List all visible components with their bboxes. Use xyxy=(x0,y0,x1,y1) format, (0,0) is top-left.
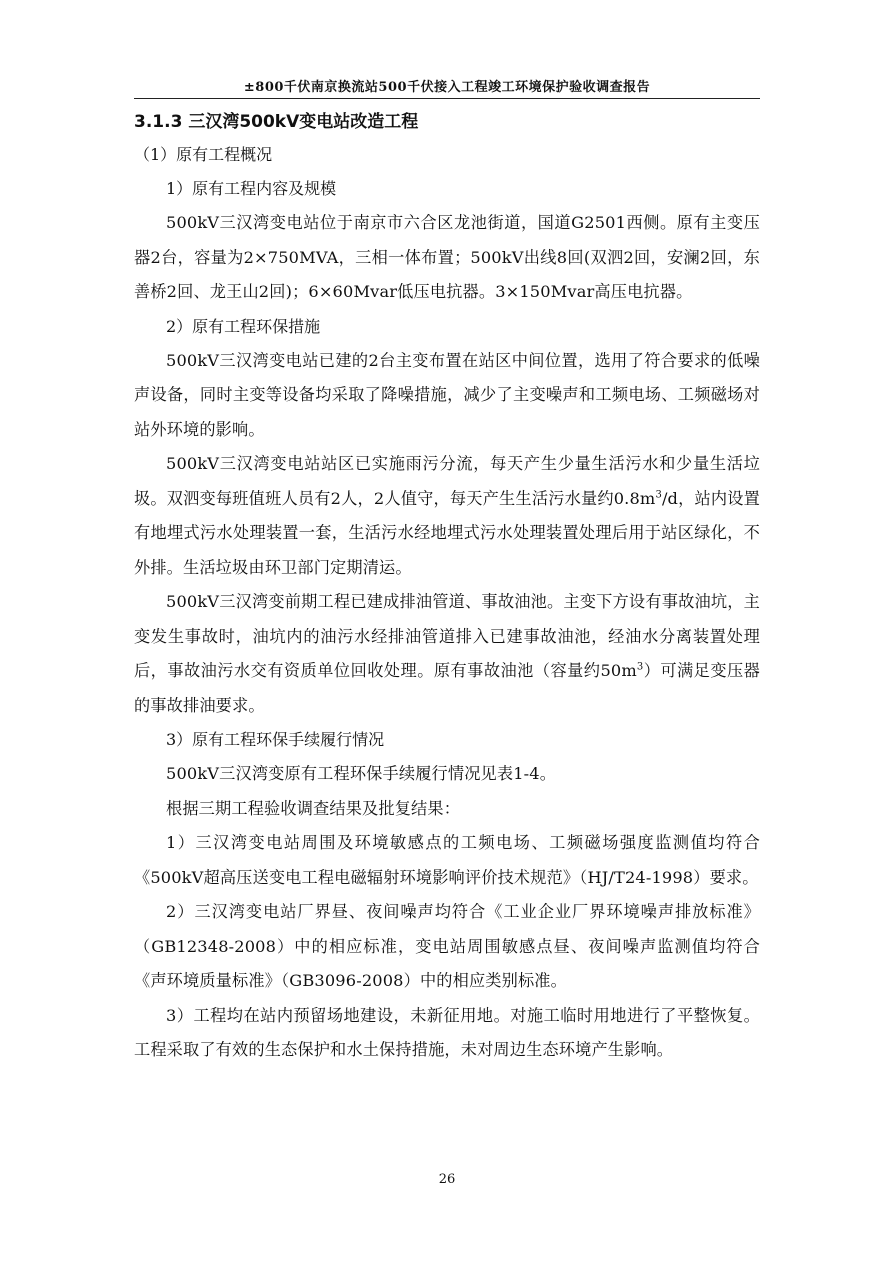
item-heading-env-measures: 2）原有工程环保措施 xyxy=(166,316,321,336)
page-number: 26 xyxy=(438,1172,456,1187)
paragraph-content-scale: 500kV三汉湾变电站位于南京市六合区龙池街道，国道G2501西侧。原有主变压器2台，容量为2×750MVA，三相一体布置；500kV出线8回(双泗2回，安澜2回，东善桥2回、龙王山2回)；6×60Mvar低压电抗器。3×150Mvar高压电抗器。 xyxy=(134,213,760,301)
paragraph-procedures: 500kV三汉湾变原有工程环保手续履行情况见表1-4。 xyxy=(166,764,557,783)
subsection-heading-original-overview: （1）原有工程概况 xyxy=(134,145,273,164)
section-heading: 3.1.3 三汉湾500kV变电站改造工程 xyxy=(134,112,419,132)
paragraph-oil-pit xyxy=(134,585,760,723)
item-heading-content-scale: 1）原有工程内容及规模 xyxy=(166,179,337,198)
document-header: ±800千伏南京换流站500千伏接入工程竣工环境保护验收调查报告 xyxy=(243,80,651,95)
header-divider xyxy=(134,98,760,99)
paragraph-ecology-result: 3）工程均在站内预留场地建设，未新征用地。对施工临时用地进行了平整恢复。工程采取了有效的生态保护和水土保持措施，未对周边生态环境产生影响。 xyxy=(134,1005,760,1059)
paragraph-noise-measures: 500kV三汉湾变电站已建的2台主变布置在站区中间位置，选用了符合要求的低噪声设备，同时主变等设备均采取了降噪措施，减少了主变噪声和工频电场、工频磁场对站外环境的影响。 xyxy=(134,350,760,439)
paragraph-em-field-result: 1）三汉湾变电站周围及环境敏感点的工频电场、工频磁场强度监测值均符合《500kV超高压送变电工程电磁辐射环境影响评价技术规范》（HJ/T24-1998）要求。 xyxy=(134,833,760,887)
item-heading-env-procedures: 3）原有工程环保手续履行情况 xyxy=(166,730,385,749)
paragraph-oil-text-b: ）可满足变压器的事故排油要求。 xyxy=(134,661,760,715)
paragraph-oil-text-a: 500kV三汉湾变前期工程已建成排油管道、事故油池。主变下方设有事故油坑，主变发生事故时，油坑内的油污水经排油管道排入已建事故油池，经油水分离装置处理后，事故油污水交有资质单位回收处理。原有事故油池（容量约50m xyxy=(134,592,760,680)
superscript-cubic: 3 xyxy=(655,489,662,501)
paragraph-survey-results-intro: 根据三期工程验收调查结果及批复结果： xyxy=(166,798,461,818)
paragraph-sewage-text-a: 500kV三汉湾变电站站区已实施雨污分流，每天产生少量生活污水和少量生活垃圾。双泗变每班值班人员有2人，2人值守，每天产生生活污水量约0.8m xyxy=(134,454,760,508)
paragraph-noise-result: 2）三汉湾变电站厂界昼、夜间噪声均符合《工业企业厂界环境噪声排放标准》（GB12348-2008）中的相应标准，变电站周围敏感点昼、夜间噪声监测值均符合《声环境质量标准》（GB3096-2008）中的相应类别标准。 xyxy=(134,902,760,990)
paragraph-sewage-text-b: /d，站内设置有地埋式污水处理装置一套，生活污水经地埋式污水处理装置处理后用于站区绿化，不外排。生活垃圾由环卫部门定期清运。 xyxy=(134,488,760,577)
paragraph-sewage xyxy=(134,447,760,585)
page-content xyxy=(134,104,760,1068)
superscript-cubic: 3 xyxy=(636,661,644,673)
